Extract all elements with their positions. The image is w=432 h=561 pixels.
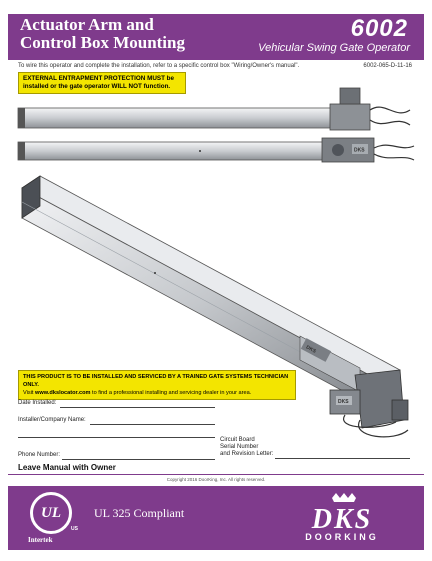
circuit-board-label bbox=[220, 437, 273, 458]
actuator-badge-small: DKS bbox=[354, 147, 365, 154]
notice-line-1 bbox=[23, 373, 291, 389]
notice-line-1-text: THIS PRODUCT IS TO BE INSTALLED AND SERVICED BY A TRAINED GATE SYSTEMS TECHNICIAN ONLY. bbox=[23, 374, 289, 388]
warning-line-2: installed or the gate operator WILL NOT function. bbox=[23, 83, 171, 90]
footer-banner bbox=[8, 486, 424, 550]
notice-prefix: Visit bbox=[23, 390, 34, 396]
installer-line-2[interactable] bbox=[18, 437, 215, 438]
installer-label: Installer/Company Name: bbox=[18, 417, 86, 423]
product-subtitle: Vehicular Swing Gate Operator bbox=[258, 42, 410, 54]
header-banner bbox=[8, 14, 424, 60]
phone-label: Phone Number: bbox=[18, 452, 61, 458]
actuator-top-view bbox=[18, 88, 410, 130]
page-title bbox=[20, 16, 185, 52]
date-installed-line[interactable] bbox=[60, 407, 215, 408]
dealer-locator-link[interactable]: www.dkslocator.com bbox=[35, 390, 91, 396]
model-number: 6002 bbox=[350, 15, 408, 42]
doorking-logo bbox=[272, 492, 412, 544]
phone-line[interactable] bbox=[62, 459, 215, 460]
actuator-badge-large: DKS bbox=[304, 344, 317, 355]
title-line-2: Control Box Mounting bbox=[20, 33, 185, 52]
crown-icon bbox=[332, 493, 356, 502]
circuit-board-line[interactable] bbox=[275, 458, 410, 459]
circuit-line-1: Circuit Board bbox=[220, 437, 255, 443]
copyright-notice: Copyright 2016 DoorKing, Inc. All rights reserved. bbox=[166, 477, 266, 482]
date-installed-label: Date Installed: bbox=[18, 400, 57, 406]
doorking-wordmark: DOORKING bbox=[305, 532, 379, 542]
wiring-instruction: To wire this operator and complete the installation, refer to a specific control box "Wiring/Owner's manual". bbox=[18, 63, 300, 69]
notice-line-2 bbox=[23, 389, 291, 397]
circuit-line-2: Serial Number bbox=[220, 444, 259, 450]
control-box-badge: DKS bbox=[338, 399, 349, 405]
footer-divider bbox=[8, 474, 424, 475]
notice-suffix: to find a professional installing and servicing dealer in your area. bbox=[92, 390, 252, 396]
warning-line-1: EXTERNAL ENTRAPMENT PROTECTION MUST be bbox=[23, 75, 175, 82]
leave-manual-note: Leave Manual with Owner bbox=[18, 463, 116, 472]
technician-notice bbox=[18, 370, 296, 400]
dks-brand-mark: DKS bbox=[311, 504, 373, 535]
etl-us-mark: US bbox=[71, 526, 78, 532]
intertek-label: Intertek bbox=[28, 536, 53, 544]
document-number: 6002-065-D-11-16 bbox=[363, 63, 412, 69]
ul-compliance-text: UL 325 Compliant bbox=[94, 506, 185, 520]
installer-line[interactable] bbox=[90, 424, 215, 425]
circuit-line-3: and Revision Letter: bbox=[220, 451, 274, 457]
title-line-1: Actuator Arm and bbox=[20, 15, 154, 34]
etl-listed-logo: UL bbox=[30, 492, 72, 534]
actuator-side-view bbox=[18, 138, 414, 162]
